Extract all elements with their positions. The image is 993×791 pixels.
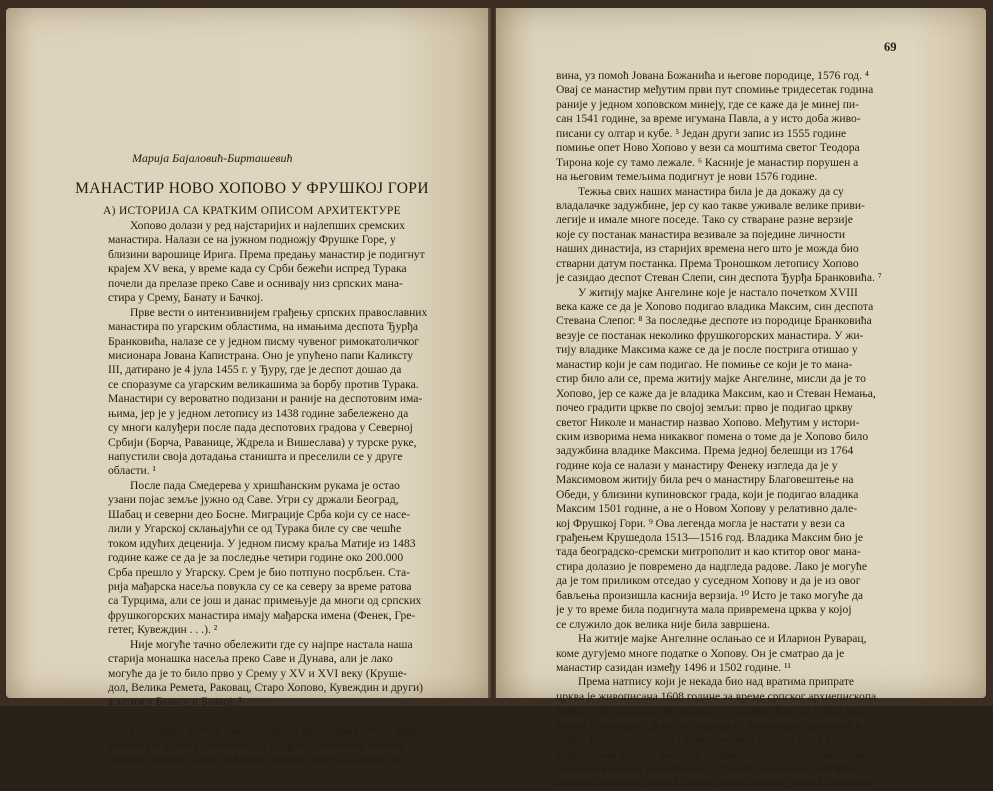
text-line: задужбина владике Максима. Према једној белешци из 1764 [556, 444, 854, 458]
text-line: мисионара Јована Капистрана. Оно је упућено папи Каликсту [108, 348, 414, 362]
text-line: да је том приликом отседао у суседном Хопову и да је из овог [556, 574, 861, 588]
text-line: стира у Срему, Банату и Бачкој. [108, 291, 264, 305]
text-line: владалачке задужбине, јер су као такве уживале велике приви- [556, 198, 865, 212]
text-line: на његовим темељима подигнут је нови 1576 године. [556, 170, 818, 184]
text-line: је сазидао деспот Стеван Слепи, син деспота Ђурђа Бранковића. ⁷ [556, 271, 882, 285]
text-line: стир било али се, према житију мајке Ангелине, мисли да је то [556, 372, 866, 386]
text-line: раније у једном хоповском минеју, где се каже да је минеј пи- [556, 97, 859, 111]
text-line: гетег, Кувеждин . . .). ² [108, 623, 218, 637]
text-line: током идућих деценија. У једном писму краља Матије из 1483 [108, 536, 416, 550]
text-line: стира долазио је повремено да надгледа радове. Лако је могуће [556, 559, 867, 573]
text-line: помиње опет Ново Хопово у вези са моштима светог Теодора [556, 141, 860, 155]
text-line: крајем XV века, у време када су Срби бежећи испред Турака [108, 262, 407, 276]
text-line: Бранковића, налазе се у једном писму чувеног римокатоличког [108, 334, 420, 348]
text-line: почели да прелазе преко Саве и оснивају низ српских мана- [108, 276, 403, 290]
text-line: легије и имале многе поседе. Тако су стваране разне верзије [556, 213, 853, 227]
text-line: Николи подигли Лацко и Марко Јовшић, житељи Горњег Ко- [108, 753, 408, 767]
text-line: Према натпису који је некада био над вратима припрате [578, 675, 855, 689]
text-line: Прве вести о интензивнијем грађењу српских православних [130, 305, 428, 319]
text-line: коме дугујемо многе податке о Хопову. Он је сматрао да је [556, 646, 845, 660]
text-line: манастира. Налази се на јужном подножју Фрушке Горе, у [108, 233, 396, 247]
text-line: вина, уз помоћ Јована Божанића и његове породице, 1576 год. ⁴ [556, 69, 869, 82]
left-body-text [108, 219, 470, 768]
text-line: Није могуће тачно обележити где су најпре настала наша [130, 637, 413, 651]
text-line: Манастири су вероватно подизани и раније на деспотовим има- [108, 392, 423, 406]
text-line: рија мађарска насеља повукла су се ка северу за време ратова [108, 579, 412, 593]
text-line: Овај се манастир међутим први пут спомиње тридесетак година [556, 83, 874, 97]
text-line: У житију мајке Ангелине које је настало почетком XVIII [578, 285, 858, 299]
text-line: тада београдско-сремски митрополит и као ктитор овог мана- [556, 545, 861, 559]
text-line: је у то време била подигнута мала привремена црква у којој [556, 603, 852, 617]
text-line: области. ¹ [108, 464, 157, 478]
text-line: Најстарији натпис изнад западних врата припрате на цркви [130, 724, 424, 738]
text-line: наших династија, из старијих времена него што је можда био [556, 242, 859, 256]
text-line: бављења произишла каснија верзија. ¹⁰ Исто је тако могуће да [556, 588, 864, 602]
text-line: Максим 1501 године, а не о Новом Хопову у релативно дале- [556, 502, 858, 516]
text-line: близини варошице Ирига. Према предању манастир је подигнут [108, 247, 425, 261]
text-line: Срба прешло у Угарску. Срем је био потпуно посрбљен. Ста- [108, 565, 410, 579]
text-line: сан 1541 године, за време игумана Павла, а у исто доба живо- [556, 112, 861, 126]
text-line: су многи калуђери после пада деспотових градова у Северној [108, 421, 413, 435]
text-line: напустили своја дотадања станишта и преселили се у друге [108, 450, 403, 463]
text-line: Стевана Слепог. ⁸ За последње деспоте из породице Бранковића [556, 314, 872, 328]
text-line: са Турцима, али се још и данас примењује да многи од српских [108, 594, 422, 608]
text-line: манастира по угарским областима, на имањима деспота Ђурђа [108, 320, 418, 334]
text-line: Обеди, у близини купиновског града, који је подигао владика [556, 487, 859, 501]
text-line: монах Митрофан: „и о сем потруди се Митрофан јеромонах и [556, 718, 862, 732]
text-line: године каже се да је за последње четири године око 200.000 [108, 551, 404, 565]
text-line: Тирона које су тамо лежале. ⁶ Касније је манастир порушен а [556, 155, 859, 169]
page-number: 69 [884, 40, 897, 54]
text-line: које су постанак манастира везивале за поједине личности [556, 227, 846, 241]
text-line: почео градити цркве по својој земљи: прво је подигао цркву [556, 401, 853, 415]
text-line: тију владике Максима каже се да је после пострига отишао у [556, 343, 858, 357]
text-line: Јована и београдског митрополита Јоакима. Ктитор је био јеро- [556, 704, 869, 718]
text-line: стварни датум постанка. Према Троношком летопису Хопово [556, 256, 859, 270]
text-line: На житије мајке Ангелине ослањао се и Иларион Руварац, [578, 632, 867, 646]
section-subtitle: А) ИСТОРИЈА СА КРАТКИМ ОПИСОМ АРХИТЕКТУРЕ [103, 205, 401, 217]
text-line: грађењем Крушедола 1513—1516 год. Владика Максим био је [556, 531, 863, 544]
text-line: игумана Неофита, хаџи Стевана, попа Теодора, попа Софронија [556, 776, 872, 790]
text-line: се служило док велика није била завршена. [556, 617, 770, 631]
text-line: се споразуме са угарским великашима за борбу против Турака. [108, 377, 419, 391]
text-line: После пада Смедерева у хришћанским рукама је остао [130, 478, 400, 492]
text-line: Тежња свих наших манастира била је да докажу да су [578, 184, 844, 198]
text-line: манастир сазидан између 1496 и 1502 године. ¹¹ [556, 660, 792, 674]
text-line: могуће да је то било прво у Срему у XV и XVI веку (Круше- [108, 666, 407, 680]
text-line: њима, јер је у једном летопису из 1438 године забележено да [108, 406, 409, 420]
text-line: дол, Велика Ремета, Раковац, Старо Хопово, Кувеждин и други) [108, 681, 424, 694]
text-line: Шабац и северни део Босне. Миграције Срба који су се насе- [108, 507, 411, 521]
text-line: а затим у Банату и Бачкој. ³ [108, 695, 242, 709]
text-line: плати, Бог га прости". ¹² Овом приликом изгледа да су били [556, 733, 850, 747]
author-name: Марија Бајаловић-Бирташевић [132, 151, 293, 165]
text-line: Србији (Борча, Раванице, Ждрела и Вишеслава) у турске руке, [108, 435, 417, 449]
text-line: Хопово долази у ред најстаријих и најлепших сремских [130, 219, 406, 232]
text-line: III, датирано је 4 јула 1455 г. у Ђуру, где је деспот дошао да [108, 363, 402, 377]
text-line: ским изворима нема никаквог помена о томе да је Хопово било [556, 429, 869, 443]
text-line: фрушкогорских манастира имају мађарска имена (Фенек, Гре- [108, 608, 416, 622]
text-line: века каже се да је Хопово подигао владика Максим, син деспота [556, 300, 874, 313]
text-line: Максимовом житију била реч о манастиру Благовештење на [556, 473, 854, 487]
text-line: године која се налази у манастиру Фенеку изгледа да је у [556, 458, 838, 472]
text-line: старија монашка насеља преко Саве и Дунава, али је лако [108, 652, 393, 666]
text-line [108, 710, 470, 724]
text-line: манастир који је сам подигао. Не помиње се који је то мана- [556, 357, 853, 371]
text-line: везује се постанак неколико фрушкогорских манастира. У жи- [556, 328, 864, 342]
text-line: кој Фрушкој Гори. ⁹ Ова легенда могла је настати у вези са [556, 516, 845, 530]
text-line: црква је живописана 1608 године за време српског архиепископа [556, 689, 877, 703]
article-title: МАНАСТИР НОВО ХОПОВО У ФРУШКОЈ ГОРИ [75, 180, 429, 197]
text-line: светог Николе и манастир назвао Хопово. Међутим у истори- [556, 415, 860, 429]
text-line: манастира Хопова саопштава да су цркву посвећену светом [108, 738, 403, 752]
text-line: Хопово, јер се каже да је владика Максим, као и Стеван Немања, [556, 386, 876, 400]
text-line: узани појас земље јужно од Саве. Угри су држали Београд, [108, 493, 399, 507]
text-line: лили у Угарској склањајући се од Турака биле су све чешће [108, 522, 402, 536]
text-line: живописани олтар и наос, јер је припрата „пописана" неколико [556, 747, 868, 761]
right-body-text [556, 69, 920, 791]
text-line: деценија касније, 1654 године, о трошку хоповских калуђера: [556, 762, 860, 775]
text-line: писани су олтар и кубе. ⁵ Један други запис из 1555 године [556, 126, 847, 140]
